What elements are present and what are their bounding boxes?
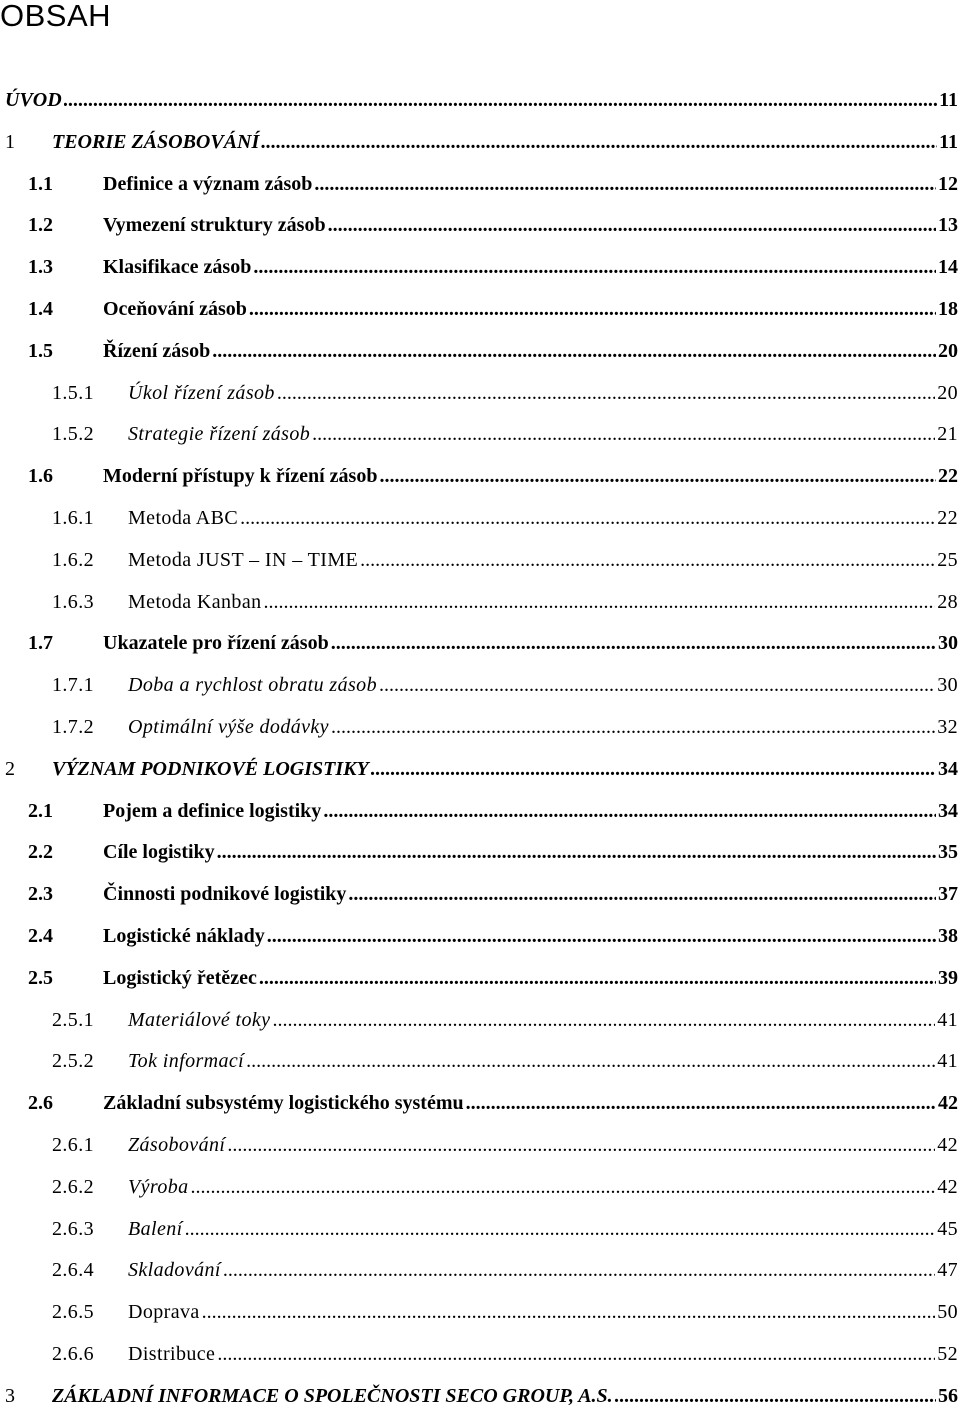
toc-entry-page-number: 52: [937, 1343, 958, 1365]
toc-entry-page-number: 20: [938, 339, 958, 362]
toc-entry[interactable]: [0, 502, 958, 534]
toc-dot-leader: [64, 84, 937, 116]
toc-entry-title: Činnosti podnikové logistiky: [103, 883, 347, 906]
toc-entry-page-number: 22: [938, 465, 958, 488]
toc-entry-number: 1.5.2: [52, 423, 94, 446]
toc-dot-leader: [323, 795, 936, 827]
toc-entry-number: 1.7.1: [52, 674, 94, 697]
toc-entry[interactable]: [0, 251, 958, 283]
toc-entry[interactable]: [0, 168, 958, 200]
toc-entry-number: 1.6.1: [52, 507, 94, 529]
toc-entry-title: Materiálové toky: [128, 1008, 271, 1031]
toc-entry-number: 3: [5, 1384, 15, 1407]
toc-entry-title: Doprava: [128, 1301, 200, 1324]
toc-entry-page-number: 30: [938, 632, 958, 655]
toc-entry-number: 1.7.2: [52, 716, 94, 738]
toc-dot-leader: [328, 209, 936, 241]
toc-entry-title: Metoda ABC: [128, 507, 239, 529]
toc-entry-number: 1.3: [28, 256, 53, 279]
toc-entry[interactable]: [0, 1254, 958, 1286]
toc-entry-page-number: 20: [937, 381, 958, 404]
toc-entry-page-number: 13: [938, 214, 958, 237]
toc-entry[interactable]: [0, 1338, 958, 1370]
toc-entry[interactable]: [0, 878, 958, 910]
toc-entry[interactable]: [0, 586, 958, 618]
toc-dot-leader: [240, 502, 935, 534]
toc-entry-title: Strategie řízení zásob: [128, 423, 311, 446]
toc-dot-leader: [379, 669, 935, 701]
toc-entry-number: 2.5.2: [52, 1050, 94, 1073]
toc-entry-title: Oceňování zásob: [103, 298, 247, 320]
toc-entry[interactable]: [0, 544, 958, 576]
toc-entry-title: Skladování: [128, 1259, 221, 1282]
toc-entry-title: Logistický řetězec: [103, 966, 257, 989]
toc-entry-title: Definice a význam zásob: [103, 172, 313, 195]
toc-entry-number: 1.4: [28, 298, 53, 320]
toc-dot-leader: [277, 377, 935, 409]
toc-dot-leader: [312, 418, 935, 450]
toc-entry-page-number: 42: [937, 1134, 958, 1156]
toc-entry-title: Řízení zásob: [103, 339, 211, 362]
toc-entry[interactable]: [0, 711, 958, 743]
toc-entry-page-number: 41: [937, 1008, 958, 1031]
toc-dot-leader: [259, 962, 936, 994]
toc-entry[interactable]: [0, 126, 958, 158]
toc-entry-title: VÝZNAM PODNIKOVÉ LOGISTIKY: [52, 757, 369, 780]
toc-entry-number: 2.6: [28, 1092, 53, 1115]
toc-entry[interactable]: [0, 753, 958, 785]
toc-entry-page-number: 41: [937, 1050, 958, 1073]
toc-dot-leader: [348, 878, 936, 910]
toc-entry-number: 2.6.2: [52, 1175, 94, 1198]
toc-entry-page-number: 56: [938, 1384, 958, 1407]
toc-dot-leader: [261, 126, 937, 158]
toc-entry-page-number: 37: [938, 883, 958, 906]
toc-entry-page-number: 30: [937, 674, 958, 697]
toc-dot-leader: [249, 293, 936, 325]
toc-entry-page-number: 18: [938, 298, 958, 320]
toc-entry-number: 1.1: [28, 172, 53, 195]
toc-entry-number: 1.2: [28, 214, 53, 237]
toc-entry-title: Balení: [128, 1217, 183, 1240]
toc-entry-page-number: 28: [937, 590, 958, 613]
toc-entry-page-number: 22: [937, 507, 958, 529]
toc-entry[interactable]: [0, 1129, 958, 1161]
toc-entry-title: Zásobování: [128, 1134, 226, 1156]
toc-entry-number: 1.6.3: [52, 590, 94, 613]
toc-dot-leader: [227, 1129, 935, 1161]
toc-dot-leader: [246, 1045, 935, 1077]
toc-entry-title: Moderní přístupy k řízení zásob: [103, 465, 378, 488]
toc-entry-number: 1.5: [28, 339, 53, 362]
toc-entry-number: 2.1: [28, 799, 53, 822]
toc-dot-leader: [371, 753, 936, 785]
toc-dot-leader: [212, 335, 936, 367]
toc-entry-number: 2.6.5: [52, 1301, 94, 1324]
toc-entry[interactable]: [0, 1171, 958, 1203]
toc-entry[interactable]: [0, 84, 958, 116]
toc-entry-number: 1.6: [28, 465, 53, 488]
toc-entry[interactable]: [0, 1296, 958, 1328]
toc-entry-title: Základní subsystémy logistického systému: [103, 1092, 464, 1115]
toc-dot-leader: [202, 1296, 936, 1328]
toc-entry-page-number: 11: [939, 89, 958, 111]
toc-dot-leader: [331, 627, 936, 659]
toc-entry-page-number: 39: [938, 966, 958, 989]
toc-entry-number: 2.5.1: [52, 1008, 94, 1031]
toc-dot-leader: [272, 1004, 935, 1036]
toc-entry[interactable]: [0, 460, 958, 492]
toc-entry-page-number: 14: [938, 256, 958, 279]
toc-entry-title: Metoda JUST – IN – TIME: [128, 548, 359, 571]
toc-dot-leader: [615, 1380, 936, 1412]
toc-dot-leader: [466, 1087, 936, 1119]
toc-entry-page-number: 34: [938, 799, 958, 822]
toc-entry-page-number: 38: [938, 925, 958, 947]
toc-entry-page-number: 47: [937, 1259, 958, 1282]
toc-entry-title: ÚVOD: [5, 89, 62, 111]
toc-dot-leader: [223, 1254, 935, 1286]
toc-entry-number: 1: [5, 130, 15, 153]
page-title: OBSAH: [0, 0, 112, 33]
toc-dot-leader: [185, 1213, 936, 1245]
toc-entry[interactable]: [0, 377, 958, 409]
toc-entry-number: 2.4: [28, 925, 53, 947]
toc-entry-page-number: 12: [938, 172, 958, 195]
toc-entry-number: 2.2: [28, 841, 53, 864]
toc-dot-leader: [253, 251, 936, 283]
toc-entry-number: 1.5.1: [52, 381, 94, 404]
toc-entry-title: TEORIE ZÁSOBOVÁNÍ: [52, 130, 260, 153]
toc-entry[interactable]: [0, 627, 958, 659]
toc-dot-leader: [217, 1338, 935, 1370]
toc-entry-number: 2.3: [28, 883, 53, 906]
toc-entry-page-number: 35: [938, 841, 958, 864]
toc-entry[interactable]: [0, 1045, 958, 1077]
toc-entry-title: Vymezení struktury zásob: [103, 214, 326, 237]
toc-entry-page-number: 34: [938, 757, 958, 780]
toc-entry-number: 2.5: [28, 966, 53, 989]
toc-dot-leader: [217, 836, 936, 868]
toc-entry-title: Metoda Kanban: [128, 590, 262, 613]
toc-entry-number: 1.6.2: [52, 548, 94, 571]
toc-entry-page-number: 11: [939, 130, 958, 153]
toc-entry-number: 2: [5, 757, 15, 780]
toc-entry[interactable]: [0, 962, 958, 994]
toc-dot-leader: [379, 460, 936, 492]
toc-entry-title: Výroba: [128, 1175, 189, 1198]
toc-entry-number: 2.6.3: [52, 1217, 94, 1240]
toc-entry[interactable]: [0, 795, 958, 827]
toc-entry-title: Tok informací: [128, 1050, 245, 1073]
toc-dot-leader: [264, 586, 936, 618]
toc-entry-page-number: 50: [937, 1301, 958, 1324]
toc-entry-title: Klasifikace zásob: [103, 256, 252, 279]
toc-entry[interactable]: [0, 836, 958, 868]
toc-entry-title: Cíle logistiky: [103, 841, 215, 864]
toc-entry-page-number: 21: [937, 423, 958, 446]
toc-entry[interactable]: [0, 1087, 958, 1119]
toc-entry-page-number: 42: [937, 1175, 958, 1198]
toc-entry-page-number: 25: [937, 548, 958, 571]
toc-entry[interactable]: [0, 1004, 958, 1036]
toc-entry-number: 2.6.6: [52, 1343, 94, 1365]
toc-entry[interactable]: [0, 418, 958, 450]
toc-entry-number: 2.6.4: [52, 1259, 94, 1282]
toc-dot-leader: [314, 168, 936, 200]
toc-entry[interactable]: [0, 1380, 958, 1412]
toc-entry[interactable]: [0, 293, 958, 325]
toc-entry-title: ZÁKLADNÍ INFORMACE O SPOLEČNOSTI SECO GROUP, A.S.: [52, 1384, 613, 1407]
toc-entry-title: Ukazatele pro řízení zásob: [103, 632, 329, 655]
toc-dot-leader: [191, 1171, 936, 1203]
toc-entry[interactable]: [0, 920, 958, 952]
toc-entry-page-number: 45: [937, 1217, 958, 1240]
toc-dot-leader: [331, 711, 935, 743]
toc-entry[interactable]: [0, 335, 958, 367]
toc-entry-page-number: 42: [938, 1092, 958, 1115]
toc-dot-leader: [267, 920, 936, 952]
toc-entry-title: Pojem a definice logistiky: [103, 799, 322, 822]
toc-entry-page-number: 32: [937, 716, 958, 738]
toc-entry-title: Distribuce: [128, 1343, 216, 1365]
toc-entry-number: 1.7: [28, 632, 53, 655]
toc-entry-title: Optimální výše dodávky: [128, 716, 329, 738]
toc-entry-title: Doba a rychlost obratu zásob: [128, 674, 377, 697]
toc-entry-number: 2.6.1: [52, 1134, 94, 1156]
toc-entry[interactable]: [0, 209, 958, 241]
toc-entry[interactable]: [0, 1213, 958, 1245]
toc-entry-title: Logistické náklady: [103, 925, 265, 947]
toc-entry[interactable]: [0, 669, 958, 701]
toc-entry-title: Úkol řízení zásob: [128, 381, 275, 404]
toc-dot-leader: [360, 544, 935, 576]
